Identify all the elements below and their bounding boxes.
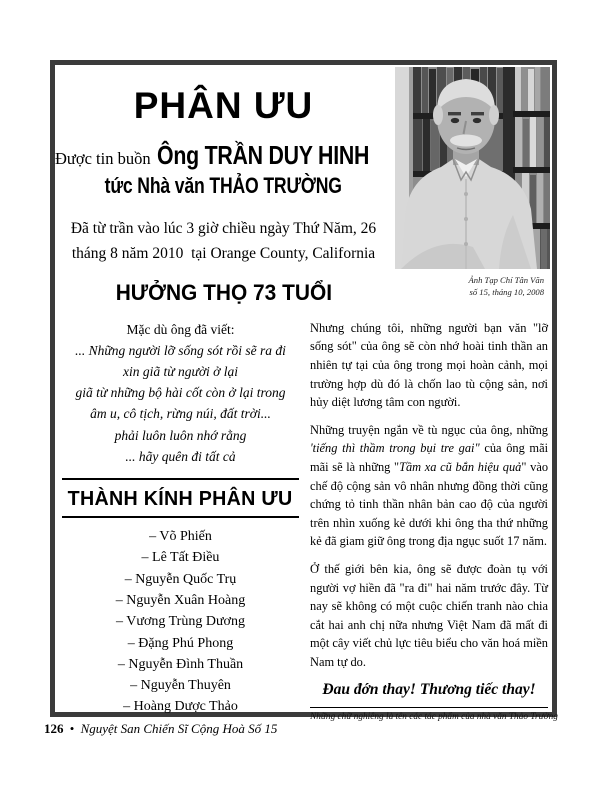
photo-column [392, 65, 552, 306]
footnote: Những chữ nghiêng là tên các tác phẩm của nhà văn Thảo Trường [310, 711, 558, 722]
age-text: HƯỞNG THỌ 73 TUỔI [115, 279, 332, 305]
closing-lament: Đau đớn thay! Thương tiếc thay! [322, 680, 536, 698]
portrait-photo [395, 67, 550, 269]
condoler-name: – Nguyễn Quốc Trụ [124, 571, 237, 587]
page-footer [44, 721, 277, 737]
obituary-header-text [55, 65, 392, 306]
photo-caption-line-1: Ảnh Tạp Chí Tân Văn [468, 275, 544, 285]
poem-line: phải luôn luôn nhớ rằng [114, 427, 247, 443]
text-run: Tầm xa cũ bắn hiệu quả [399, 460, 522, 474]
obituary-header [55, 65, 552, 306]
intro-prefix: Được tin buồn [55, 148, 151, 168]
divider-line [62, 516, 299, 518]
tribute-paragraph [310, 560, 548, 672]
text-run: Nhưng chúng tôi, những người bạn văn "lỡ sống sót" của ông sẽ còn nhớ hoài tinh thần an nhiên tự tại của ông trong mọi hoàn cảnh, mọi trường hợp dù đó là chốn lao tù cộng sản, nơi hủy diệt lương tâm con người. [310, 320, 548, 410]
page-number: 126 [44, 721, 64, 736]
poem-intro: Mặc dù ông đã viết: [126, 321, 235, 337]
photo-caption [392, 275, 552, 298]
text-run: của ông mãi mãi sẽ là những " [310, 441, 549, 474]
condoler-name: – Hoàng Dược Thảo [123, 699, 238, 715]
poem-line: ... hãy quên đi tất cả [125, 448, 236, 464]
tribute-paragraph [310, 319, 548, 412]
condoler-name: – Vương Trùng Dương [116, 614, 245, 630]
magazine-title: Nguyệt San Chiến Sĩ Cộng Hoà Số 15 [80, 721, 278, 736]
poem-line: âm u, cô tịch, rừng núi, đất trời... [90, 406, 271, 422]
condolence-heading [62, 480, 299, 516]
condoler-name: – Nguyễn Xuân Hoàng [115, 592, 246, 608]
tribute-paragraphs [310, 319, 548, 672]
announcement-line-1: Đã từ trần vào lúc 3 giờ chiều ngày Thứ Năm, 26 [70, 219, 377, 237]
obituary-box [50, 60, 558, 722]
footer-separator: • [69, 721, 75, 736]
text-run: 'tiếng thì thầm trong bụi tre gai" [310, 441, 480, 456]
alias-line [55, 173, 392, 199]
intro-line [55, 140, 392, 171]
poem-line: giã từ những bộ hài cốt còn ở lại trong [75, 385, 286, 401]
deceased-name: Ông TRẦN DUY HINH [156, 139, 369, 170]
tribute-paragraph [310, 421, 548, 551]
announcement-line-2: tháng 8 năm 2010 tại Orange County, California [71, 244, 376, 262]
text-run: Những truyện ngắn về tù ngục của ông, những [310, 422, 548, 437]
poem-line: xin giã từ người ở lại [122, 364, 238, 380]
photo-caption-line-2: số 15, tháng 10, 2008 [469, 286, 544, 297]
age-line [55, 280, 392, 306]
poem-line: ... Những người lỡ sống sót rồi sẽ ra đi [75, 342, 286, 358]
body-columns [55, 319, 558, 722]
left-column [62, 319, 299, 722]
condolers-list [62, 526, 299, 718]
condoler-name: – Nguyễn Thuyên [130, 678, 231, 694]
right-column [299, 319, 558, 722]
deceased-alias: tức Nhà văn THẢO TRƯỜNG [104, 172, 343, 198]
condoler-name: – Nguyễn Đình Thuần [117, 656, 244, 672]
text-run: " vào chế độ cộng sản vô nhân nhưng đồng thời cũng chứng tỏ tinh thần nhân bản cao độ của người trên nhìn xuống kẻ dưới khi ông tha thứ những kẻ đã giam giữ ông trong địa ngục suốt 17 năm. [310, 460, 549, 549]
obituary-title: PHÂN ƯU [133, 85, 314, 126]
condoler-name: – Lê Tất Điều [141, 550, 220, 566]
condoler-name: – Đặng Phú Phong [127, 635, 234, 651]
text-run: Ở thế giới bên kia, ông sẽ được đoàn tụ với người vợ hiền đã "ra đi" hai năm trước đây. Từ nay sẽ không có một cuộc chiến tranh nào chia cắt hai anh chị nữa nhưng Việt Nam đã mất đi một cây viết chủ lực tiêu biểu cho văn hoá miền Nam tự do. [310, 561, 548, 669]
condoler-name: – Võ Phiến [149, 529, 212, 545]
condolence-heading-text: THÀNH KÍNH PHÂN ƯU [68, 487, 293, 511]
memorial-poem [62, 340, 299, 467]
death-announcement [55, 216, 392, 266]
